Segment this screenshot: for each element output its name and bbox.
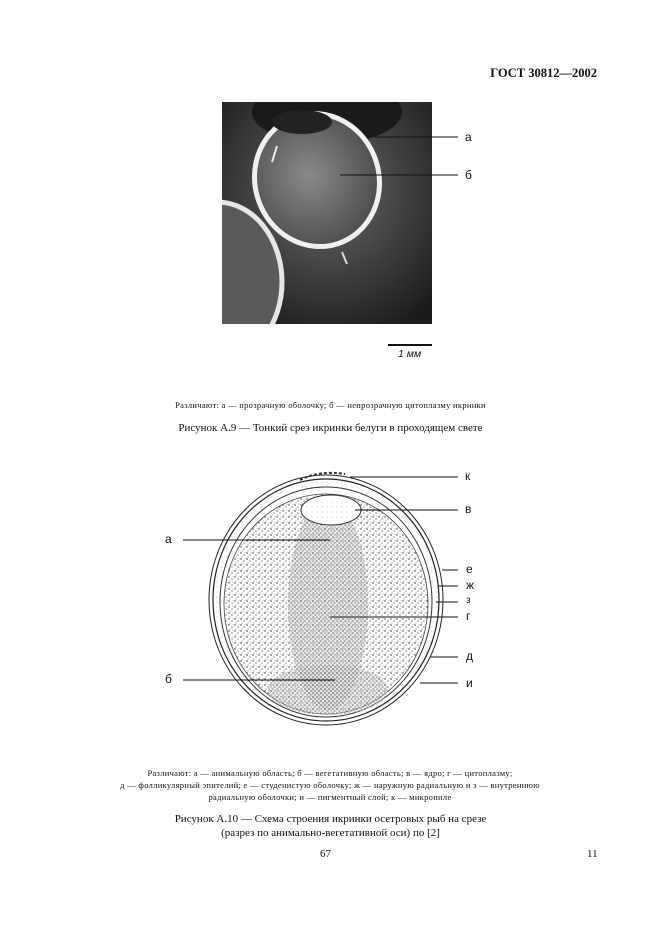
figure10-legend-line2: д — фолликулярный эпителий; е — студенистую оболочку; ж — наружную радиальную и з — внутреннюю — [120, 780, 540, 790]
figure10-caption-line2: (разрез по анимально-вегетативной оси) по [2] — [221, 827, 440, 839]
figure10-legend-line3: радиальную оболочки; и — пигментный слой; к — микропиле — [208, 792, 452, 802]
page-number: 67 — [320, 848, 331, 860]
fig10-label-a: а — [165, 532, 172, 546]
fig9-label-b: б — [465, 168, 472, 182]
figure10-legend-line1: Различают: а — анимальную область; б — вегетативную область; в — ядро; г — цитоплазму; — [147, 768, 513, 778]
figure9-legend: Различают: а — прозрачную оболочку; б — непрозрачную цитоплазму икринки — [175, 400, 486, 410]
fig10-label-v: в — [465, 502, 472, 516]
standard-number: ГОСТ 30812—2002 — [490, 66, 597, 80]
fig10-label-d: д — [466, 649, 474, 663]
fig10-label-g: г — [466, 609, 471, 623]
fig10-label-k: к — [465, 469, 471, 483]
figure9-caption: Рисунок А.9 — Тонкий срез икринки белуги в проходящем свете — [178, 422, 483, 434]
sheet-number: 11 — [587, 848, 598, 860]
fig10-label-b: б — [165, 672, 172, 686]
fig10-label-zh: ж — [466, 578, 475, 592]
fig9-label-a: а — [465, 130, 472, 144]
figure10-caption-line1: Рисунок А.10 — Схема строения икринки осетровых рыб на срезе — [174, 813, 487, 825]
fig10-label-i: и — [466, 676, 473, 690]
fig10-label-z: з — [466, 595, 471, 606]
scale-bar-label: 1 мм — [398, 348, 422, 360]
fig10-label-e: е — [466, 562, 473, 576]
